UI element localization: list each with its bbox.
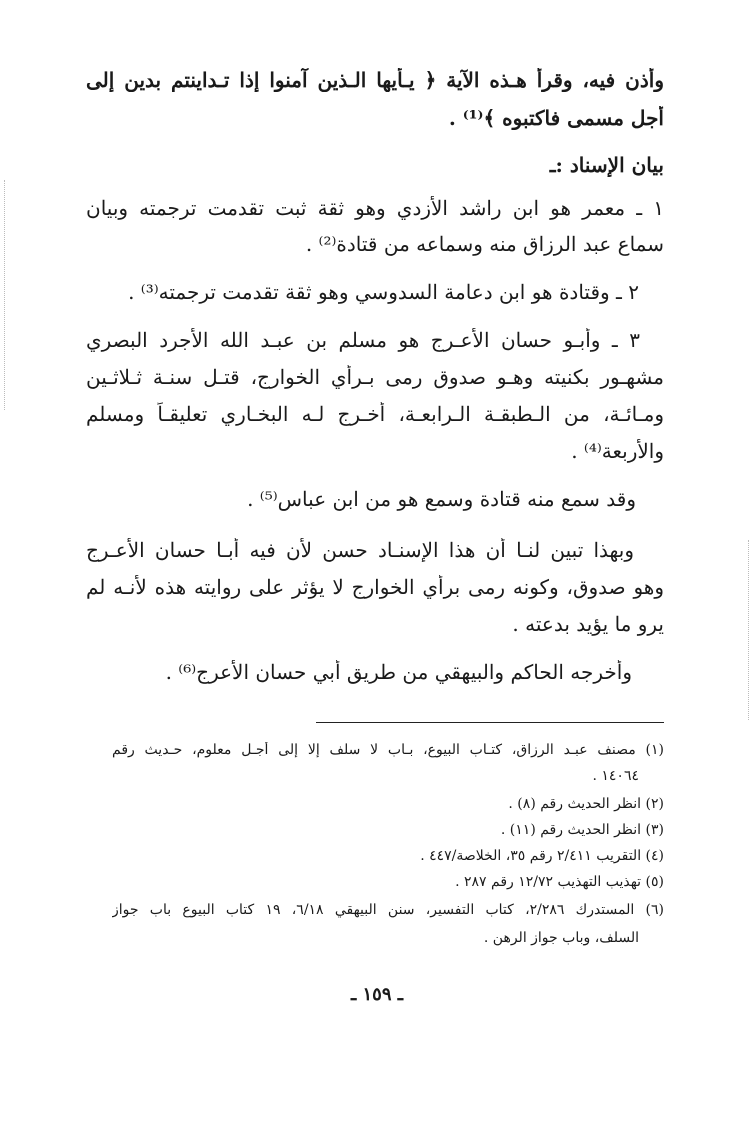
para-source: وأخرجه الحاكم والبيهقي من طريق أبي حسان الأعرج⁽⁶⁾ . <box>165 660 632 684</box>
page-number: ـ ١٥٩ ـ <box>350 984 404 1005</box>
footnote-1-line-2: ١٤٠٦٤ . <box>592 768 639 784</box>
item1-line-1: ١ ـ معمر هو ابن راشد الأزدي وهو ثقة ثبت تقدمت ترجمته وبيان <box>86 196 664 220</box>
footnote-4: (٤) التقريب ٢/٤١١ رقم ٣٥، الخلاصة/٤٤٧ . <box>420 848 664 864</box>
para-clear-line-1: وبهذا تبين لنـا أن هذا الإسنـاد حسن لأن فيه أبـا حسان الأعـرج <box>86 538 634 562</box>
item3-line-3: ومـائـة، من الـطبقـة الـرابعـة، أخـرج لـه البخـاري تعليقـاً ومسلم <box>86 402 664 426</box>
para-clear-line-3: يرو ما يؤيد بدعته . <box>512 612 664 636</box>
item3-line-4: والأربعة⁽⁴⁾ . <box>571 439 664 463</box>
item3-line-1: ٣ ـ وأبـو حسان الأعـرج هو مسلم بن عبـد الله الأجرد البصري <box>86 328 640 352</box>
scan-edge-right <box>748 540 749 720</box>
para-heard: وقد سمع منه قتادة وسمع هو من ابن عباس⁽⁵⁾ . <box>247 487 636 511</box>
section-title: بيان الإسناد :ـ <box>549 153 664 177</box>
para-clear-line-2: وهو صدوق، وكونه رمى برأي الخوارج لا يؤثر على روايته هذه لأنـه لم <box>86 575 664 599</box>
footnote-6-line-1: (٦) المستدرك ٢/٢٨٦، كتاب التفسير، سنن البيهقي ٦/١٨، ١٩ كتاب البيوع باب جواز <box>112 902 664 918</box>
footnote-5: (٥) تهذيب التهذيب ١٢/٧٢ رقم ٢٨٧ . <box>455 874 664 890</box>
item2-line: ٢ ـ وقتادة هو ابن دعامة السدوسي وهو ثقة تقدمت ترجمته⁽³⁾ . <box>128 280 639 304</box>
footnote-1-line-1: (١) مصنف عبـد الرزاق، كتـاب البيوع، بـاب لا سلف إلا إلى أجـل معلوم، حـديث رقم <box>112 742 664 758</box>
footnote-3: (٣) انظر الحديث رقم (١١) . <box>500 822 664 838</box>
footnote-2: (٢) انظر الحديث رقم (٨) . <box>508 796 664 812</box>
intro-line-1: وأذن فيه، وقرأ هـذه الآية ﴿ يـأيها الـذين آمنوا إذا تـداينتم بدين إلى <box>86 68 664 92</box>
footnote-6-line-2: السلف، وباب جواز الرهن . <box>483 930 639 946</box>
item3-line-2: مشهـور بكنيته وهـو صدوق رمى بـرأي الخوارج، قتـل سنـة ثـلاثـين <box>86 365 664 389</box>
intro-line-2: أجل مسمى فاكتبوه ﴾⁽¹⁾ . <box>448 106 664 130</box>
item1-line-2: سماع عبد الرزاق منه وسماعه من قتادة⁽²⁾ . <box>305 232 664 256</box>
scan-edge-left <box>4 180 5 410</box>
footnote-separator <box>316 722 664 723</box>
